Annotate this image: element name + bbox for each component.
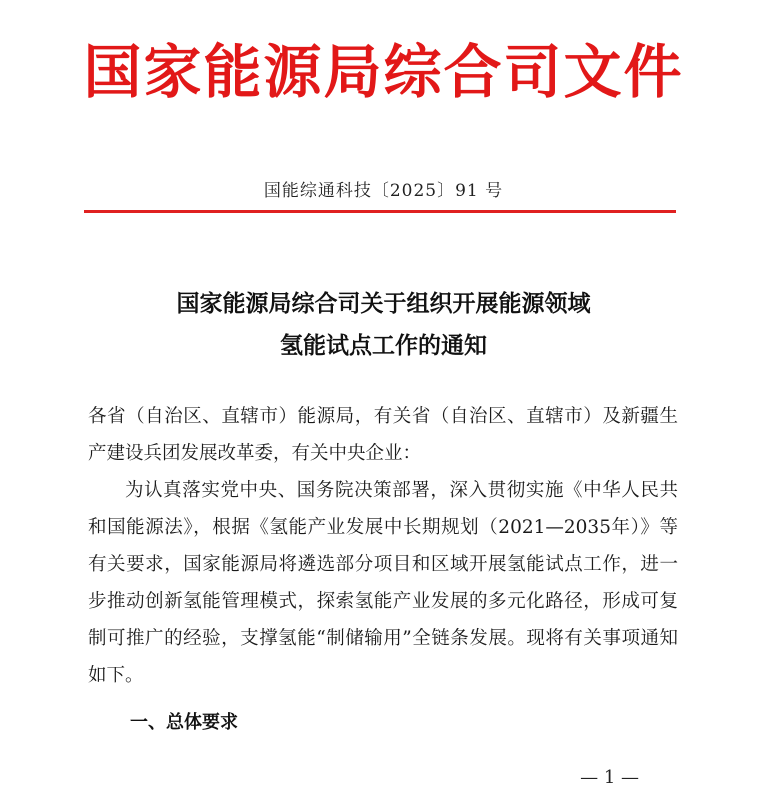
page-number: — 1 — <box>580 767 639 788</box>
document-body <box>88 398 678 694</box>
document-title <box>0 283 767 367</box>
masthead-title: 国家能源局综合司文件 <box>83 38 684 106</box>
document-number: 国能综通科技〔2025〕91 号 <box>263 181 504 201</box>
intro-paragraph: 为认真落实党中央、国务院决策部署，深入贯彻实施《中华人民共和国能源法》，根据《氢能产业发展中长期规划（2021—2035年）》等有关要求，国家能源局将遴选部分项目和区域开展氢能试点工作，进一步推动创新氢能管理模式，探索氢能产业发展的多元化路径，形成可复制可推广的经验，支撑氢能“制储输用”全链条发展。现将有关事项通知如下。 <box>88 480 678 686</box>
title-line-1: 国家能源局综合司关于组织开展能源领域 <box>176 290 591 317</box>
red-divider-line <box>84 210 676 213</box>
section-heading: 一、总体要求 <box>130 712 238 733</box>
addressee-paragraph: 各省（自治区、直辖市）能源局，有关省（自治区、直辖市）及新疆生产建设兵团发展改革委，有关中央企业： <box>88 406 678 464</box>
title-line-2: 氢能试点工作的通知 <box>280 332 487 359</box>
